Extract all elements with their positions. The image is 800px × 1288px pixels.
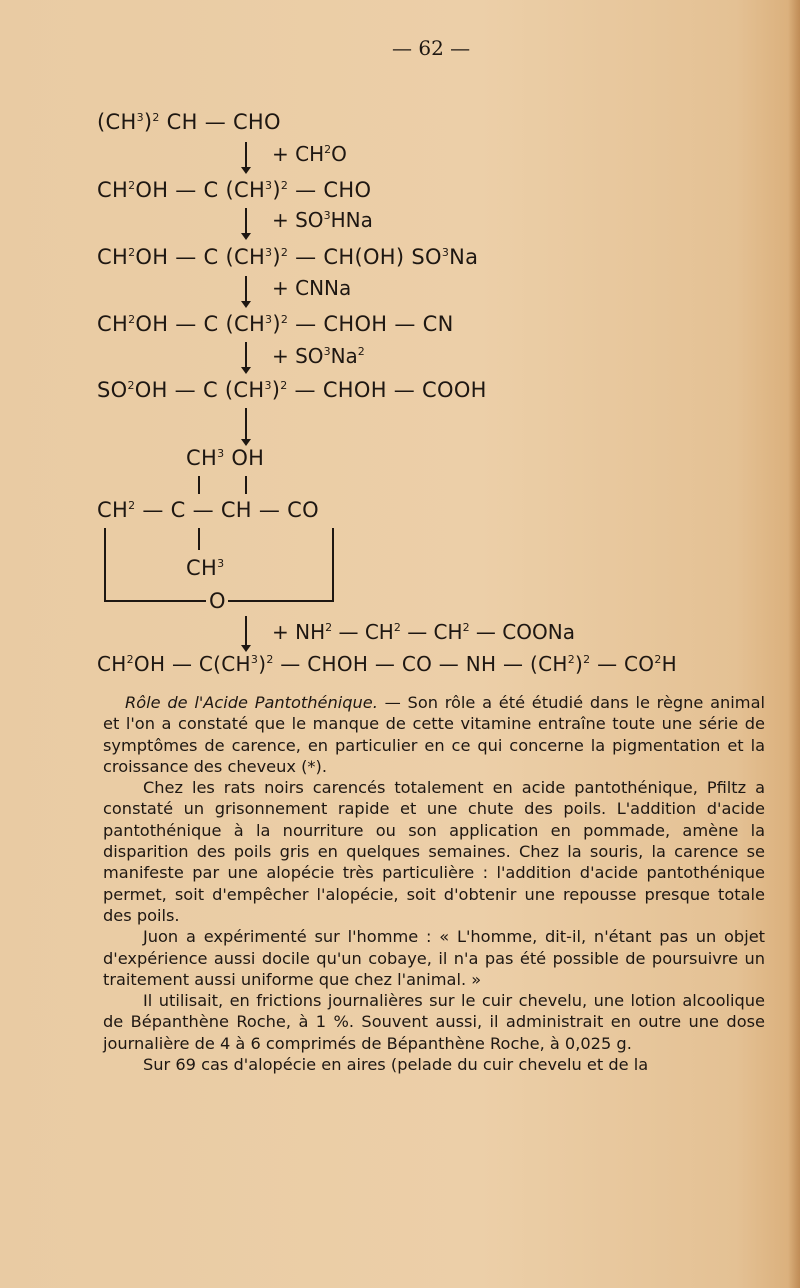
- section-title: Rôle de l'Acide Pantothénique.: [125, 693, 378, 712]
- ring-right-side: [332, 528, 334, 600]
- reaction-arrow: [245, 408, 247, 440]
- paragraph-role: [103, 692, 765, 777]
- footnote-reference: (*).: [301, 756, 327, 776]
- formula-pantothenic-acid: $CH^2OH$ — $C(CH^3)^2$ — CHOH — CO — NH — $(CH^2)^2$ — $CO^2H$: [97, 652, 677, 676]
- ring-substituents-top: $CH^3$ OH: [186, 446, 265, 470]
- page-edge-shadow: [788, 0, 800, 1288]
- ring-oxygen: O: [209, 589, 226, 613]
- reagent-bisulfite: + $SO^3HNa$: [272, 208, 373, 232]
- ring-bottom-right: [228, 600, 334, 602]
- paragraph-cases: Sur 69 cas d'alopécie en aires (pelade du cuir chevelu et de la: [143, 1055, 649, 1075]
- reaction-arrow: [245, 616, 247, 646]
- reagent-beta-alanine: + $NH^2$ — $CH^2$ — $CH^2$ — COONa: [272, 620, 575, 644]
- formula-isobutyraldehyde: $(CH^3)^2$ CH — CHO: [97, 110, 281, 134]
- body-text: [103, 692, 765, 1075]
- bond-line: [198, 528, 200, 550]
- paragraph-rats: Chez les rats noirs carencés totalement en acide pantothénique, Pfiltz a constaté un grisonnement rapide et une chute des poils. L'addition d'acide pantothénique à la nourriture ou son application en pommade, amène la disparition des poils gris en quelques semaines. Chez la souris, la carence se manifeste par une alopécie très particulière : l'addition d'acide pantothénique permet, soit d'empêcher l'alopécie, soit d'obtenir une repousse presque totale des poils.: [103, 778, 765, 925]
- reaction-arrow: [245, 342, 247, 368]
- ring-bottom-left: [104, 600, 206, 602]
- formula-hydroxyaldehyde: $CH^2OH$ — C $(CH^3)^2$ — CHO: [97, 178, 372, 202]
- reagent-sulfite: + $SO^3Na^2$: [272, 344, 365, 368]
- reaction-arrow: [245, 276, 247, 302]
- paragraph-juon: Juon a expérimenté sur l'homme : « L'homme, dit-il, n'étant pas un objet d'expérience aussi docile qu'un cobaye, il n'a pas été possible de poursuivre un traitement aussi uniforme que chez l'animal. »: [103, 927, 765, 989]
- reagent-formaldehyde: + $CH^2O$: [272, 142, 347, 166]
- ring-left-side: [104, 528, 106, 600]
- reaction-arrow: [245, 208, 247, 234]
- formula-bisulfite-adduct: $CH^2OH$ — C $(CH^3)^2$ — CH(OH) $SO^3Na$: [97, 245, 479, 269]
- bond-line: [198, 476, 200, 494]
- formula-acid: $SO^2OH$ — C $(CH^3)^2$ — CHOH — COOH: [97, 378, 487, 402]
- ring-methyl-bottom: $CH^3$: [186, 556, 225, 580]
- ring-main-chain: $CH^2$ — C — CH — CO: [97, 498, 319, 522]
- paragraph-lotion: Il utilisait, en frictions journalières sur le cuir chevelu, une lotion alcoolique de Bépanthène Roche, à 1 %. Souvent aussi, il administrait en outre une dose journalière de 4 à 6 comprimés de Bépanthène Roche, à 0,025 g.: [103, 991, 765, 1053]
- formula-cyanohydrin: $CH^2OH$ — C $(CH^3)^2$ — CHOH — CN: [97, 312, 454, 336]
- page-number: — 62 —: [392, 36, 471, 60]
- reaction-arrow: [245, 142, 247, 168]
- reagent-cyanide: + CNNa: [272, 276, 352, 300]
- bond-line: [245, 476, 247, 494]
- paragraph-role-text: — Son rôle a été étudié dans le règne animal et l'on a constaté que le manque de cette vitamine entraîne toute une série de symptômes de carence, en particulier en ce qui concerne la pigmentation et la croissance des cheveux: [103, 693, 765, 776]
